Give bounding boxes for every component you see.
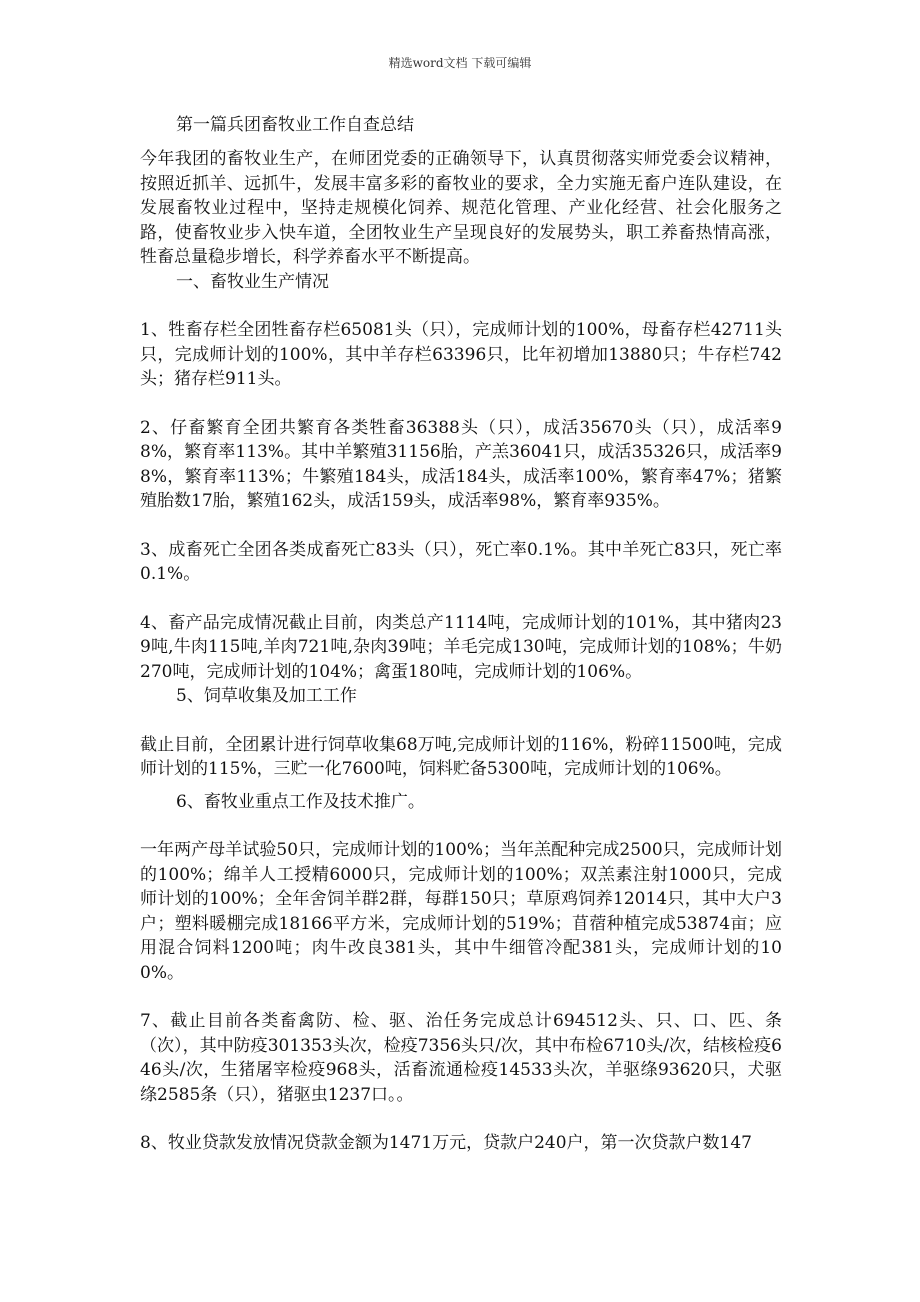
section-heading-forage: 5、饲草收集及加工工作	[176, 686, 357, 706]
paragraph-products: 4、畜产品完成情况截止目前，肉类总产1114吨，完成师计划的101%，其中猪肉239吨,牛肉115吨,羊肉721吨,杂肉39吨；羊毛完成130吨，完成师计划的108%；牛奶270吨，完成师计划的104%；禽蛋180吨，完成师计划的106%。	[140, 612, 782, 682]
document-body	[140, 147, 782, 1156]
paragraph-forage: 截止目前，全团累计进行饲草收集68万吨,完成师计划的116%，粉碎11500吨，完成师计划的115%，三贮一化7600吨，饲料贮备5300吨，完成师计划的106%。	[140, 734, 782, 779]
paragraph-breeding: 2、仔畜繁育全团共繁育各类牲畜36388头（只），成活35670头（只），成活率98%，繁育率113%。其中羊繁殖31156胎，产羔36041只，成活35326只，成活率98%，繁育率113%；牛繁殖184头，成活184头，成活率100%，繁育率47%；猪繁殖胎数17胎，繁殖162头，成活159头，成活率98%，繁育率935%。	[140, 417, 782, 511]
page-header: 精选word文档 下载可编辑	[388, 56, 532, 70]
paragraph-disease-control: 7、截止目前各类畜禽防、检、驱、治任务完成总计694512头、只、口、匹、条（次），其中防疫301353头次，检疫7356头只/次，其中布检6710头/次，结核检疫646头/次，生猪屠宰检疫968头，活畜流通检疫14533头次，羊驱绦93620只，犬驱绦2585条（只），猪驱虫1237口。。	[140, 1011, 782, 1105]
paragraph-mortality: 3、成畜死亡全团各类成畜死亡83头（只），死亡率0.1%。其中羊死亡83只，死亡率0.1%。	[140, 539, 782, 584]
document-title: 第一篇兵团畜牧业工作自查总结	[176, 115, 414, 135]
section-heading-production: 一、畜牧业生产情况	[176, 271, 329, 292]
section-heading-key-work: 6、畜牧业重点工作及技术推广。	[176, 791, 425, 812]
paragraph-key-work: 一年两产母羊试验50只，完成师计划的100%；当年羔配种完成2500只，完成师计划的100%；绵羊人工授精6000只，完成师计划的100%；双羔素注射1000只，完成师计划的100%；全年舍饲羊群2群，每群150只；草原鸡饲养12014只，其中大户3户；塑料暖棚完成18166平方米，完成师计划的519%；苜蓿种植完成53874亩；应用混合饲料1200吨；肉牛改良381头，其中牛细管冷配381头，完成师计划的100%。	[140, 840, 782, 983]
paragraph-loans: 8、牧业贷款发放情况贷款金额为1471万元，贷款户240户，第一次贷款户数147	[140, 1133, 752, 1153]
paragraph-livestock-stock: 1、牲畜存栏全团牲畜存栏65081头（只），完成师计划的100%，母畜存栏42711头只，完成师计划的100%，其中羊存栏63396只，比年初增加13880只；牛存栏742头；猪存栏911头。	[140, 320, 782, 389]
intro-paragraph: 今年我团的畜牧业生产，在师团党委的正确领导下，认真贯彻落实师党委会议精神，按照近抓羊、远抓牛，发展丰富多彩的畜牧业的要求，全力实施无畜户连队建设，在发展畜牧业过程中，坚持走规模化饲养、规范化管理、产业化经营、社会化服务之路，使畜牧业步入快车道，全团牧业生产呈现良好的发展势头，职工养畜热情高涨，牲畜总量稳步增长，科学养畜水平不断提高。	[140, 149, 782, 267]
